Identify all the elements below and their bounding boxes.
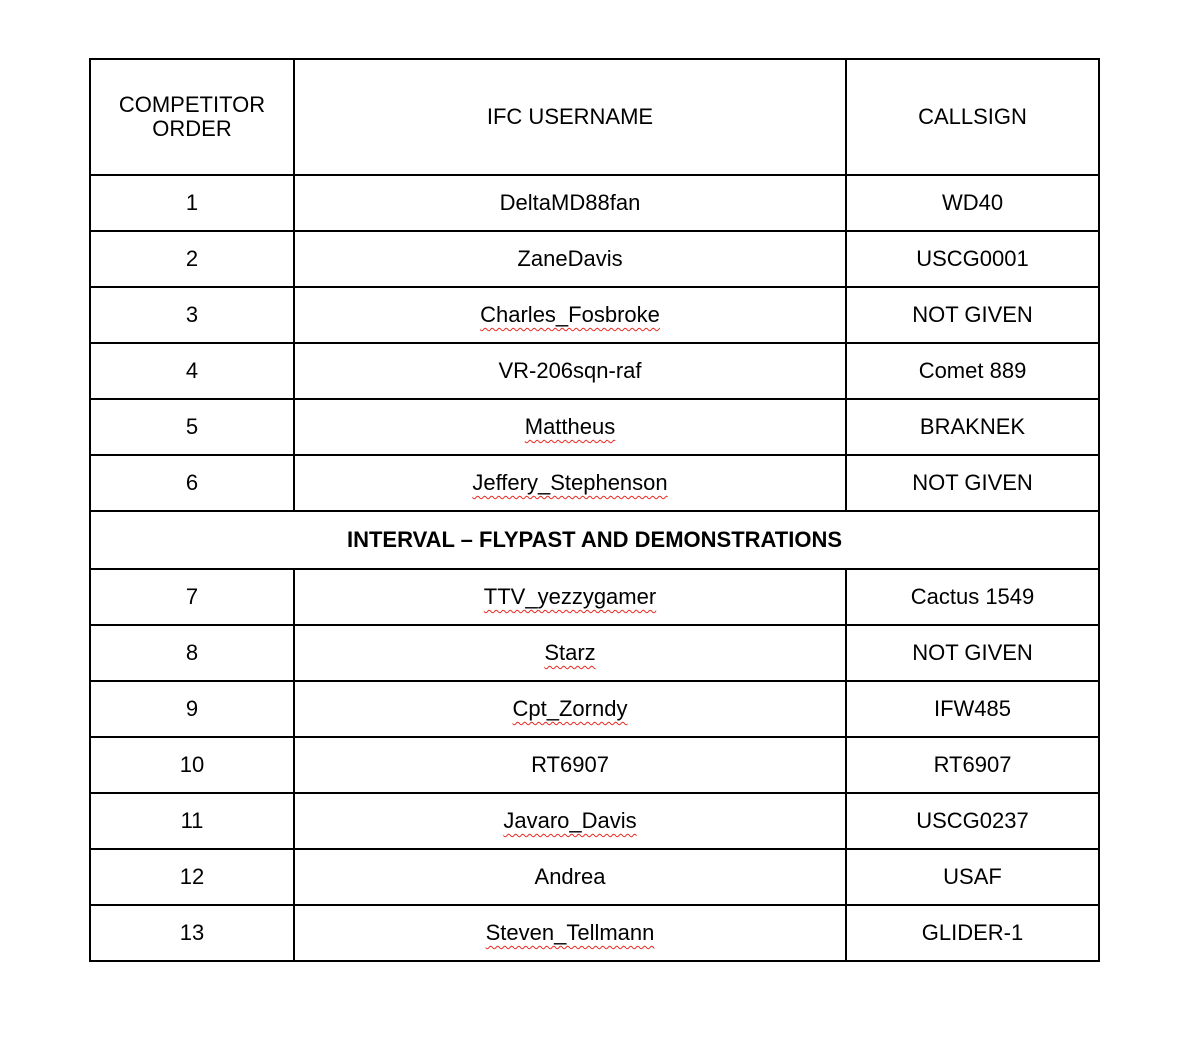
header-row <box>90 59 1099 175</box>
callsign-cell: NOT GIVEN <box>846 625 1099 681</box>
ifc-username-cell: DeltaMD88fan <box>294 175 846 231</box>
spellcheck-underlined-text: Starz <box>544 640 596 665</box>
ifc-username-cell: VR-206sqn-raf <box>294 343 846 399</box>
competitor-order-cell: 9 <box>90 681 294 737</box>
table-row <box>90 625 1099 681</box>
competitor-order-cell: 12 <box>90 849 294 905</box>
interval-label: INTERVAL – FLYPAST AND DEMONSTRATIONS <box>90 511 1099 569</box>
table-row <box>90 681 1099 737</box>
ifc-username-cell <box>294 681 846 737</box>
competitor-order-cell: 6 <box>90 455 294 511</box>
callsign-cell: USAF <box>846 849 1099 905</box>
table-row <box>90 231 1099 287</box>
spellcheck-underlined-text: Jeffery_Stephenson <box>472 470 668 495</box>
competitor-order-cell: 1 <box>90 175 294 231</box>
spellcheck-underlined-text: Steven_Tellmann <box>485 920 655 945</box>
competitor-order-cell: 11 <box>90 793 294 849</box>
ifc-username-cell <box>294 399 846 455</box>
ifc-username-cell <box>294 625 846 681</box>
spellcheck-underlined-text: Javaro_Davis <box>503 808 637 833</box>
callsign-cell: NOT GIVEN <box>846 455 1099 511</box>
competitor-order-cell: 2 <box>90 231 294 287</box>
spellcheck-underlined-text: Mattheus <box>524 414 616 439</box>
table-row <box>90 399 1099 455</box>
callsign-cell: Comet 889 <box>846 343 1099 399</box>
ifc-username-cell <box>294 905 846 961</box>
callsign-cell: NOT GIVEN <box>846 287 1099 343</box>
table-row <box>90 793 1099 849</box>
competitor-order-cell: 4 <box>90 343 294 399</box>
ifc-username-cell <box>294 287 846 343</box>
ifc-username-cell <box>294 455 846 511</box>
interval-row <box>90 511 1099 569</box>
ifc-username-cell: ZaneDavis <box>294 231 846 287</box>
spellcheck-underlined-text: TTV_yezzygamer <box>483 584 657 609</box>
competitor-order-cell: 8 <box>90 625 294 681</box>
ifc-username-cell: RT6907 <box>294 737 846 793</box>
table-row <box>90 343 1099 399</box>
callsign-cell: WD40 <box>846 175 1099 231</box>
table-row <box>90 175 1099 231</box>
ifc-username-cell <box>294 793 846 849</box>
competitor-order-cell: 5 <box>90 399 294 455</box>
header-competitor-order: COMPETITOR ORDER <box>90 59 294 175</box>
callsign-cell: BRAKNEK <box>846 399 1099 455</box>
spellcheck-underlined-text: Charles_Fosbroke <box>480 302 660 327</box>
table-row <box>90 287 1099 343</box>
competitor-order-cell: 13 <box>90 905 294 961</box>
callsign-cell: USCG0001 <box>846 231 1099 287</box>
header-ifc-username: IFC USERNAME <box>294 59 846 175</box>
header-callsign: CALLSIGN <box>846 59 1099 175</box>
table-row <box>90 849 1099 905</box>
competitor-order-cell: 10 <box>90 737 294 793</box>
competitor-order-cell: 3 <box>90 287 294 343</box>
table-row <box>90 905 1099 961</box>
ifc-username-cell <box>294 569 846 625</box>
spellcheck-underlined-text: Cpt_Zorndy <box>512 696 628 721</box>
ifc-username-cell: Andrea <box>294 849 846 905</box>
callsign-cell: GLIDER-1 <box>846 905 1099 961</box>
table-row <box>90 455 1099 511</box>
callsign-cell: IFW485 <box>846 681 1099 737</box>
callsign-cell: USCG0237 <box>846 793 1099 849</box>
table-row <box>90 737 1099 793</box>
table-row <box>90 569 1099 625</box>
competitor-table <box>89 58 1100 962</box>
callsign-cell: RT6907 <box>846 737 1099 793</box>
competitor-order-cell: 7 <box>90 569 294 625</box>
callsign-cell: Cactus 1549 <box>846 569 1099 625</box>
